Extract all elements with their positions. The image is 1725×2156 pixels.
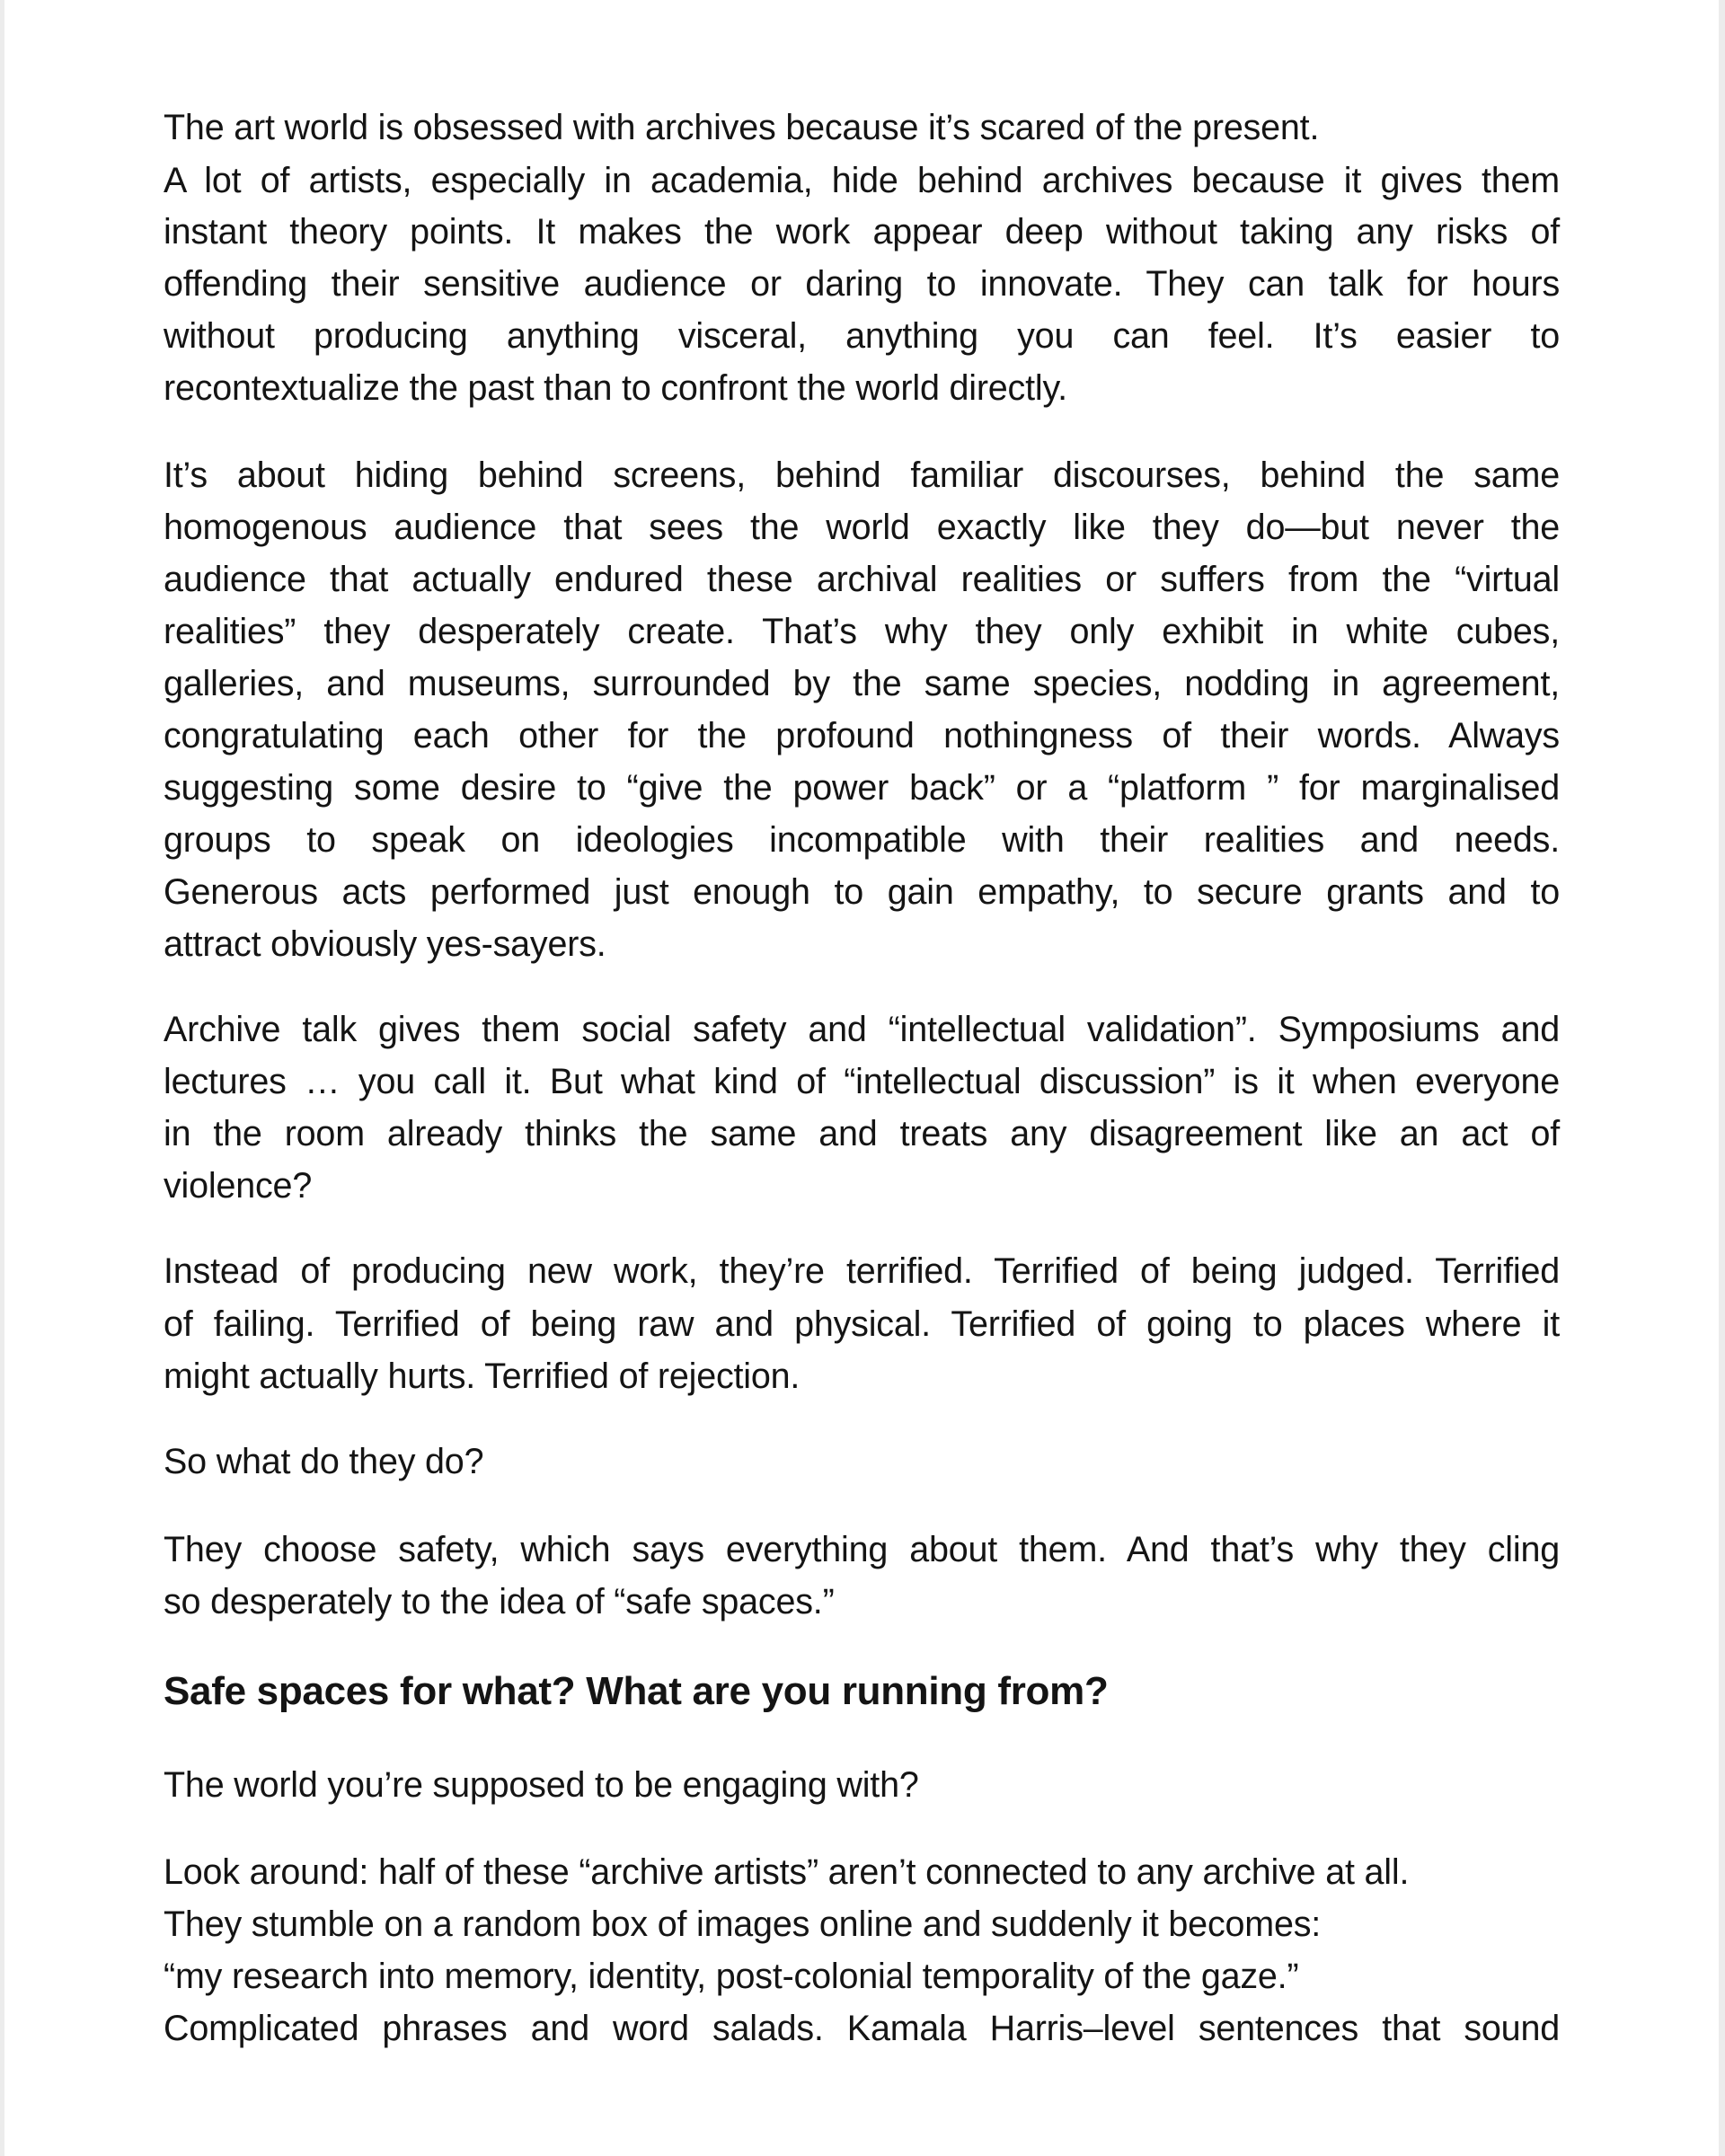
paragraph-line: offending their sensitive audience or daring to innovate. They can talk for hours (164, 264, 1560, 304)
heading-text: Safe spaces for what? What are you running from? (164, 1669, 1109, 1713)
page-edge-left (0, 0, 4, 2156)
paragraph-line: It’s about hiding behind screens, behind familiar discourses, behind the same (164, 455, 1560, 495)
paragraph-line: Look around: half of these “archive artists” aren’t connected to any archive at all. (164, 1852, 1410, 1892)
paragraph-line: They stumble on a random box of images online and suddenly it becomes: (164, 1904, 1322, 1944)
paragraph-line: of failing. Terrified of being raw and physical. Terrified of going to places where it (164, 1304, 1560, 1344)
paragraph-line: realities” they desperately create. That’s why they only exhibit in white cubes, (164, 612, 1560, 651)
paragraph-line: “my research into memory, identity, post-colonial temporality of the gaze.” (164, 1957, 1299, 1996)
paragraph-line: in the room already thinks the same and treats any disagreement like an act of (164, 1114, 1560, 1153)
scrollbar-track[interactable] (1719, 0, 1725, 2156)
paragraph-line: Complicated phrases and word salads. Kamala Harris–level sentences that sound (164, 2009, 1560, 2048)
paragraph-line: congratulating each other for the profound nothingness of their words. Always (164, 716, 1560, 755)
paragraph-line: The world you’re supposed to be engaging with? (164, 1765, 919, 1805)
paragraph-line: might actually hurts. Terrified of rejection. (164, 1356, 801, 1396)
paragraph-line: attract obviously yes-sayers. (164, 924, 606, 964)
paragraph-line: Generous acts performed just enough to gain empathy, to secure grants and to (164, 872, 1560, 912)
paragraph-line: instant theory points. It makes the work appear deep without taking any risks of (164, 212, 1560, 252)
paragraph-line: Archive talk gives them social safety and “intellectual validation”. Symposiums and (164, 1010, 1560, 1049)
paragraph-line: violence? (164, 1166, 313, 1206)
paragraph-line: So what do they do? (164, 1442, 484, 1481)
paragraph-line: recontextualize the past than to confront the world directly. (164, 368, 1067, 408)
paragraph-line: galleries, and museums, surrounded by the same species, nodding in agreement, (164, 664, 1560, 703)
paragraph-line: suggesting some desire to “give the power back” or a “platform ” for marginalised (164, 768, 1560, 808)
paragraph-line: The art world is obsessed with archives because it’s scared of the present. (164, 108, 1320, 147)
paragraph-line: groups to speak on ideologies incompatible with their realities and needs. (164, 820, 1560, 860)
paragraph-line: They choose safety, which says everything about them. And that’s why they cling (164, 1530, 1560, 1569)
paragraph-line: homogenous audience that sees the world exactly like they do—but never the (164, 508, 1560, 547)
paragraph-line: A lot of artists, especially in academia, hide behind archives because it gives them (164, 161, 1560, 200)
paragraph-line: lectures … you call it. But what kind of “intellectual discussion” is it when everyone (164, 1062, 1560, 1101)
paragraph-line: without producing anything visceral, anything you can feel. It’s easier to (164, 316, 1560, 356)
paragraph-line: so desperately to the idea of “safe spaces.” (164, 1582, 835, 1621)
paragraph-line: Instead of producing new work, they’re terrified. Terrified of being judged. Terrified (164, 1251, 1560, 1291)
paragraph-line: audience that actually endured these archival realities or suffers from the “virtual (164, 560, 1560, 599)
